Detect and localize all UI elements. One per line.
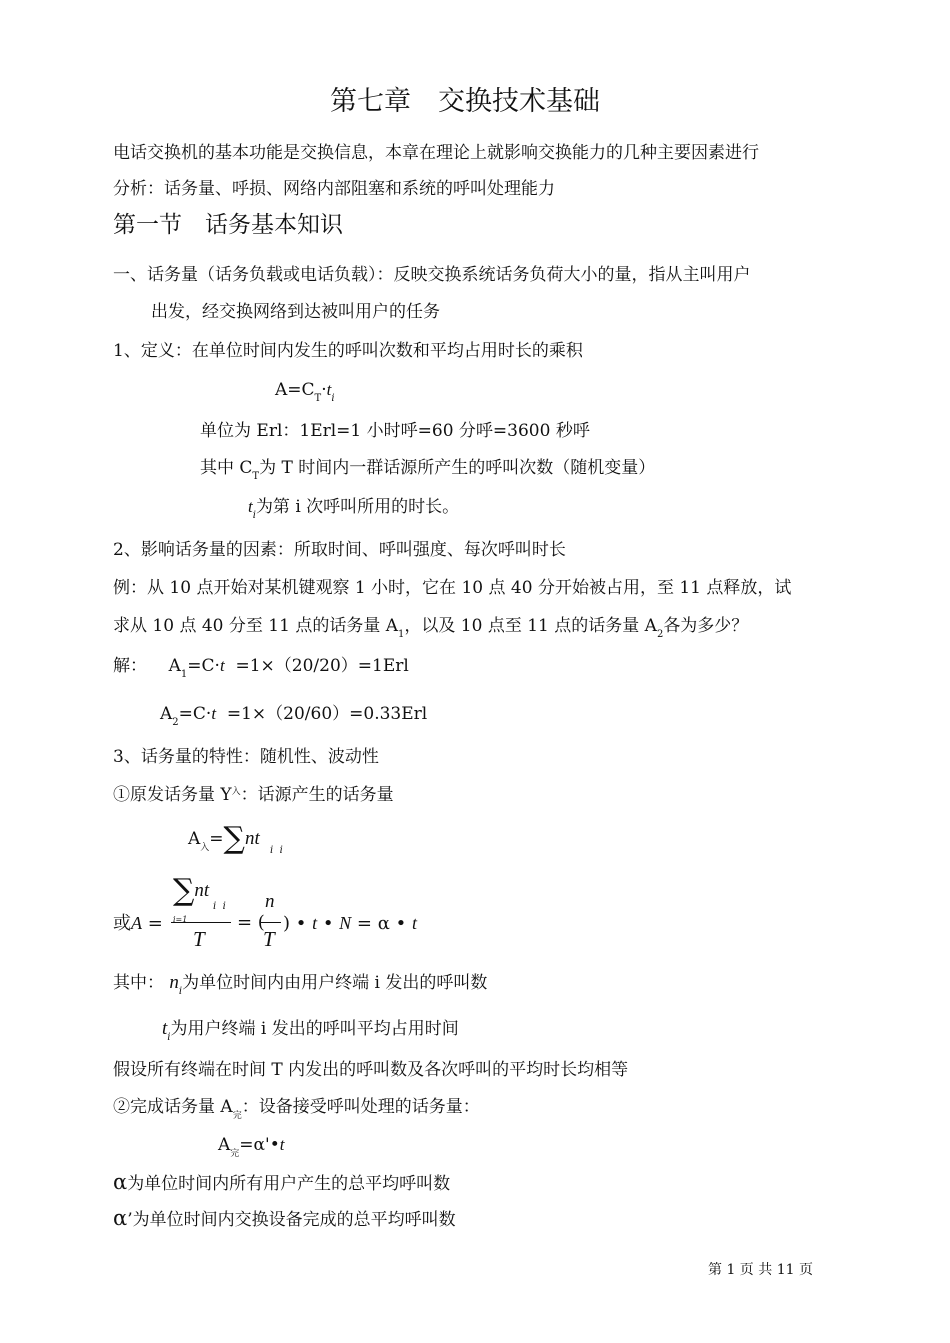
assumption-line: 假设所有终端在时间 T 内发出的呼叫数及各次呼叫的平均时长均相等: [113, 1060, 629, 1080]
formula-a-done: $A_完=\alpha'•t$: [218, 1135, 285, 1159]
page-footer: 第 1 页 共 11 页: [708, 1262, 813, 1278]
solution-line-2: $A_2=C\cdot t =1\times(20/60)=0.33Erl$: [160, 704, 428, 728]
page-title: 第七章 交换技术基础: [330, 86, 600, 117]
ct-explanation: 其中 $C_T$为 T 时间内一群话源所产生的呼叫次数（随机变量）: [200, 458, 656, 482]
example-line-2: 求从 10 点 40 分至 11 点的话务量 $A_1$，以及 10 点至 11 点的话务量 $A_2$各为多少？: [113, 616, 749, 640]
alpha-prime-explanation: α’为单位时间内交换设备完成的总平均呼叫数: [113, 1206, 456, 1230]
solution-line-1: 解： $A_1=C\cdot t =1\times(20/20)=1Erl$: [113, 656, 409, 680]
section-heading: 第一节 话务基本知识: [113, 212, 343, 238]
definition: 1、定义：在单位时间内发生的呼叫次数和平均占用时长的乘积: [113, 341, 583, 361]
unit-line: 单位为 Erl：1Erl=1 小时呼=60 分呼=3600 秒呼: [200, 421, 590, 441]
intro-line-1: 电话交换机的基本功能是交换信息，本章在理论上就影响交换能力的几种主要因素进行: [113, 143, 759, 163]
originated-traffic: ①原发话务量 $Y^入$：话源产生的话务量: [113, 785, 394, 805]
ti-average-explanation: $t_i$为用户终端 i 发出的呼叫平均占用时间: [162, 1018, 459, 1043]
ti-explanation: $t_i$为第 i 次呼叫所用的时长。: [248, 497, 460, 521]
example-line-1: 例：从 10 点开始对某机键观察 1 小时，它在 10 点 40 分开始被占用，至 11 点释放，试: [113, 578, 792, 598]
factors-line: 2、影响话务量的因素：所取时间、呼叫强度、每次呼叫时长: [113, 540, 566, 560]
completed-traffic: ②完成话务量 $A_完$：设备接受呼叫处理的话务量：: [113, 1097, 480, 1121]
alpha-explanation: α为单位时间内所有用户产生的总平均呼叫数: [113, 1170, 451, 1194]
formula-a-ct-ti: $A=C_T\cdot t_i$: [275, 380, 335, 404]
ni-explanation: 其中： $n_i$为单位时间内由用户终端 i 发出的呼叫数: [113, 972, 488, 997]
traffic-definition-line-1: 一、话务量（话务负载或电话负载）：反映交换系统话务负荷大小的量，指从主叫用户: [113, 265, 751, 285]
traffic-definition-line-2: 出发，经交换网络到达被叫用户的任务: [151, 302, 440, 322]
intro-line-2: 分析：话务量、呼损、网络内部阻塞和系统的呼叫处理能力: [113, 179, 555, 199]
property-line: 3、话务量的特性：随机性、波动性: [113, 747, 379, 767]
formula-a-in-sum: $A_入=\sum nt$ i i: [188, 821, 283, 856]
